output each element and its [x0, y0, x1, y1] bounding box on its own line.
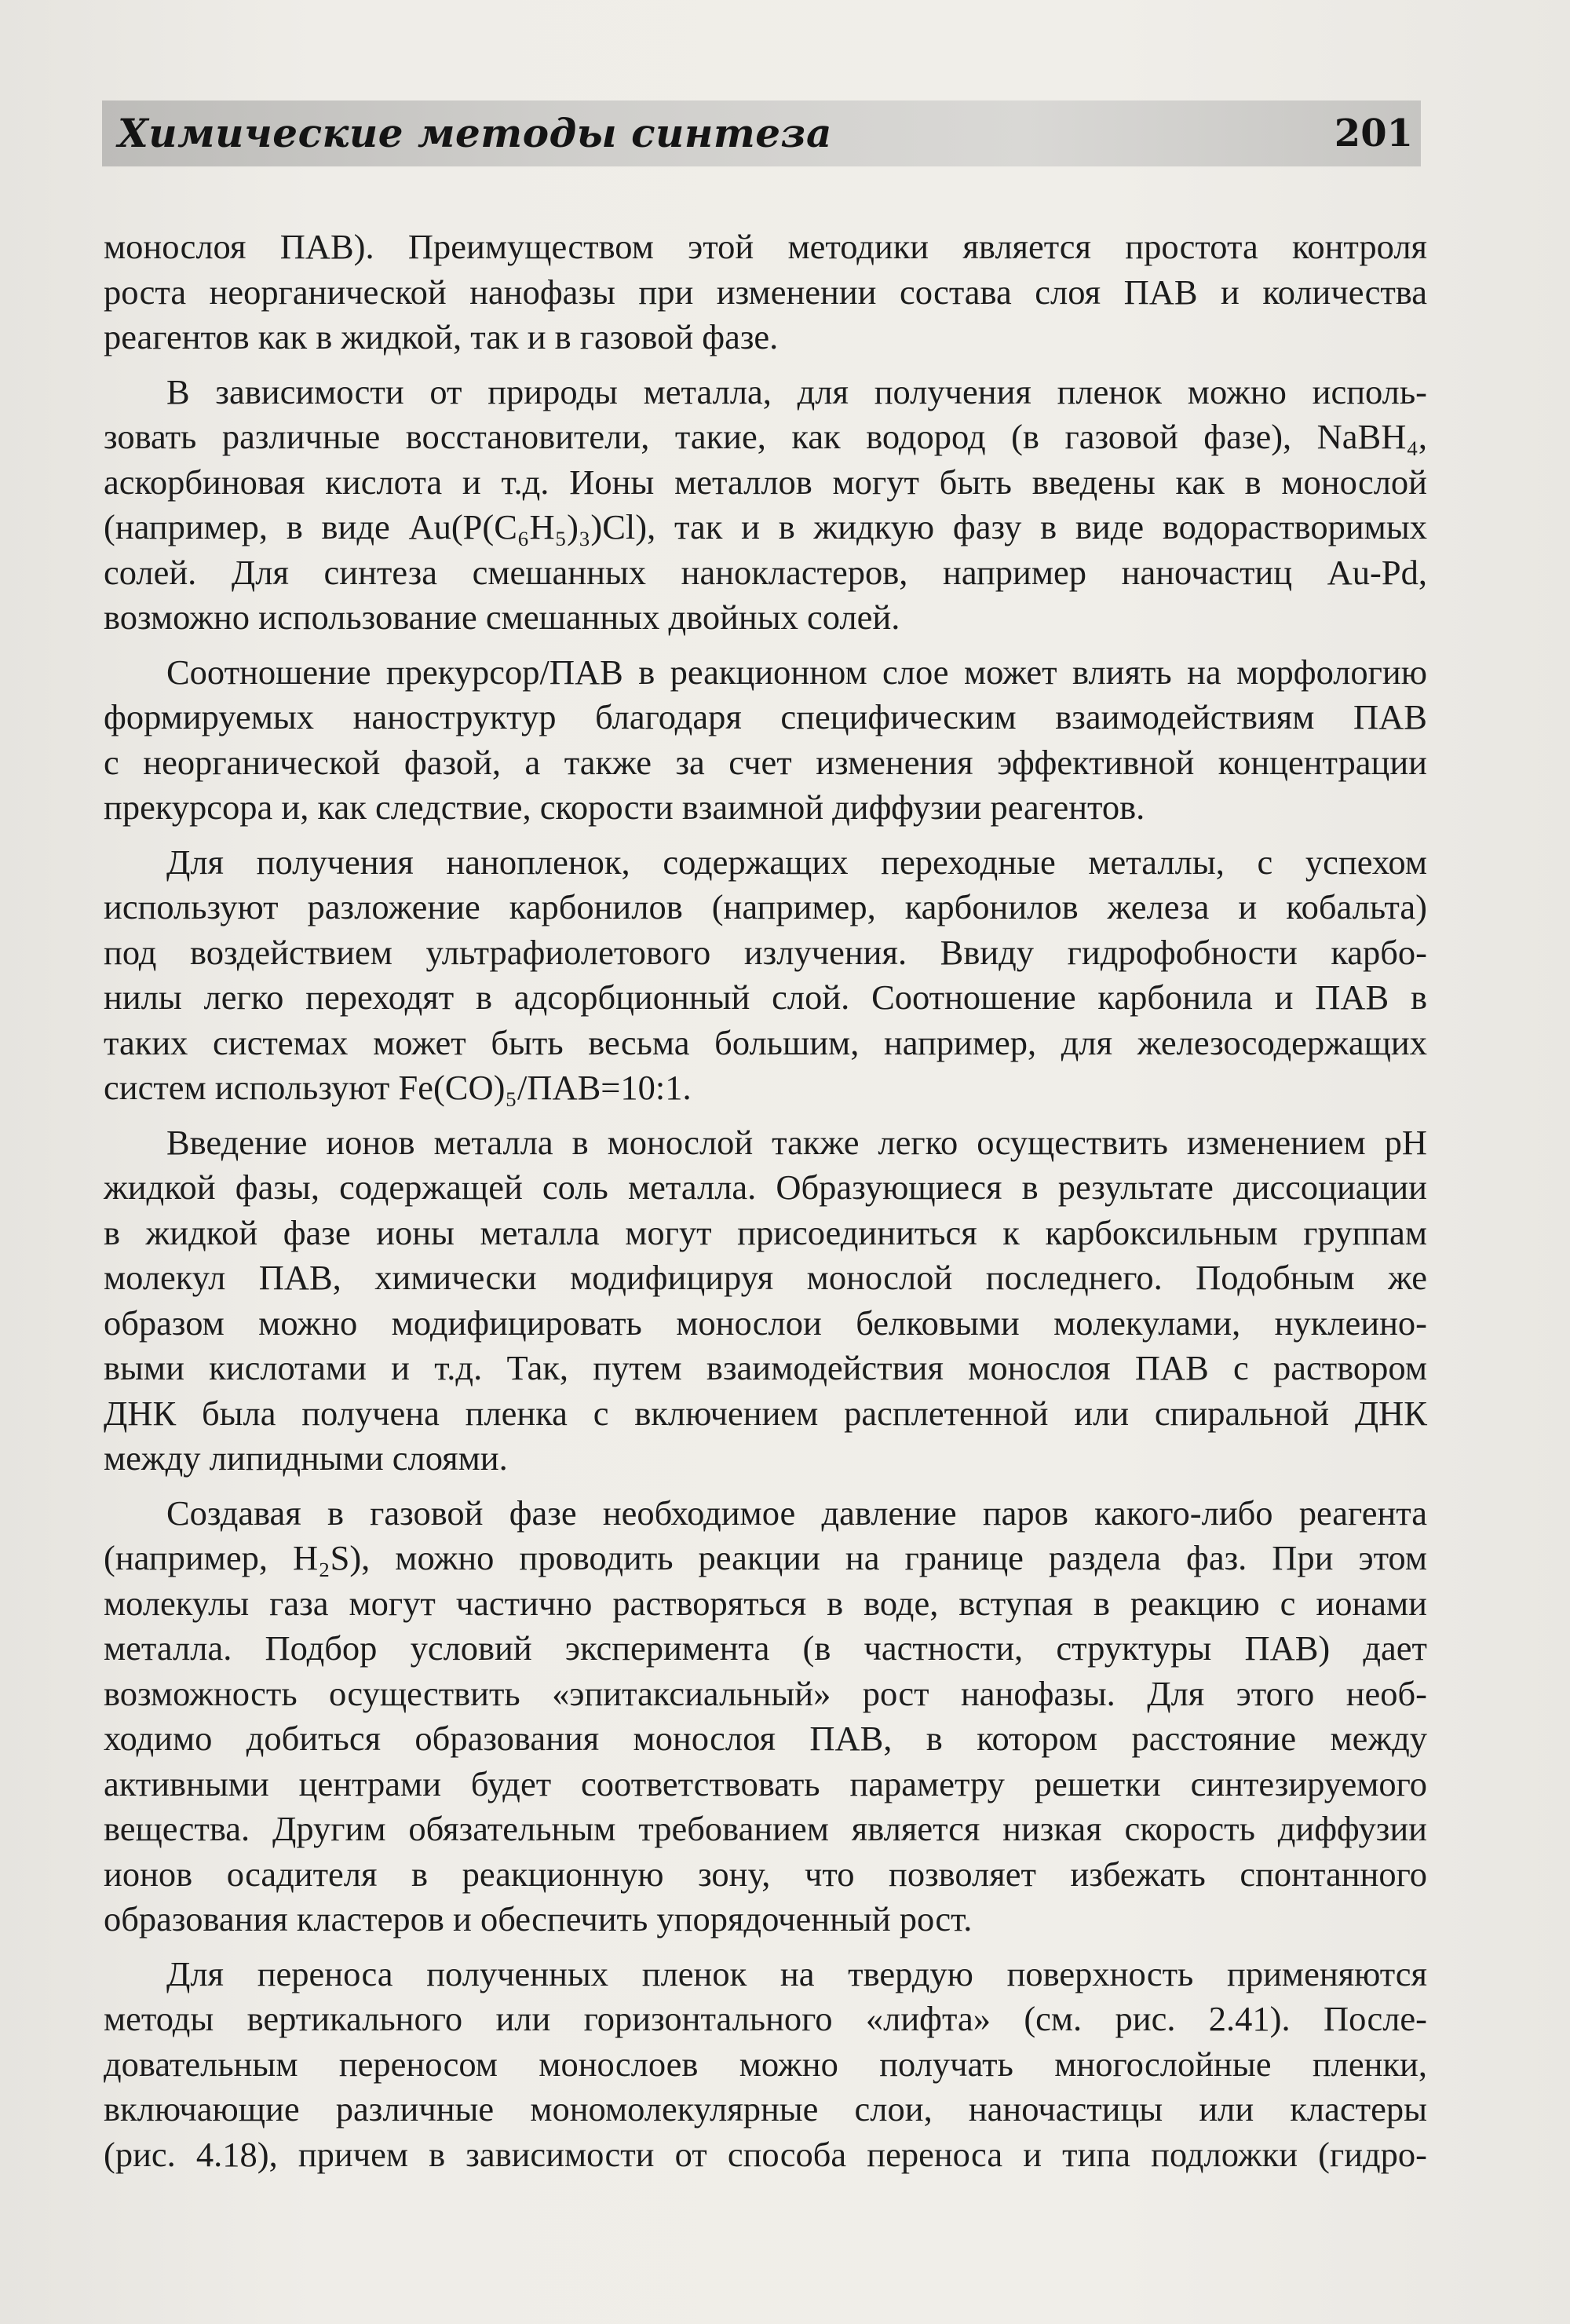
- text-line: Для получения нанопленок, содержащих переходные металлы, с успехом: [166, 842, 1427, 882]
- text-line: под воздействием ультрафиолетового излучения. Ввиду гидрофобности карбо-: [104, 932, 1427, 972]
- text-line: молекул ПАВ, химически модифицируя монослой последнего. Подобным же: [104, 1258, 1427, 1297]
- text-line: реагентов как в жидкой, так и в газовой фазе.: [104, 317, 779, 356]
- text-line: зовать различные восстановители, такие, как водород (в газовой фазе), NaBH₄,: [104, 417, 1427, 456]
- text-line: прекурсора и, как следствие, скорости взаимной диффузии реагентов.: [104, 787, 1145, 827]
- text-line: выми кислотами и т.д. Так, путем взаимодействия монослоя ПАВ с раствором: [104, 1348, 1427, 1387]
- text-line: методы вертикального или горизонтального «лифта» (см. рис. 2.41). После-: [104, 1999, 1427, 2038]
- paragraph: [104, 1952, 1427, 2178]
- text-line: активными центрами будет соответствовать параметру решетки синтезируемого: [104, 1763, 1427, 1803]
- text-line: возможность осуществить «эпитаксиальный» рост нанофазы. Для этого необ-: [104, 1673, 1427, 1713]
- text-line: вещества. Другим обязательным требованием является низкая скорость диффузии: [104, 1809, 1427, 1848]
- text-line: жидкой фазы, содержащей соль металла. Образующиеся в результате диссоциации: [104, 1167, 1427, 1207]
- text-line: ходимо добиться образования монослоя ПАВ, в котором расстояние между: [104, 1719, 1427, 1758]
- text-line: систем используют Fe(CO)₅/ПАВ=10:1.: [104, 1068, 692, 1107]
- text-line: таких системах может быть весьма большим, например, для железосодержащих: [104, 1022, 1427, 1062]
- text-line: Создавая в газовой фазе необходимое давление паров какого-либо реагента: [166, 1493, 1427, 1533]
- text-line: в жидкой фазе ионы металла могут присоединиться к карбоксильным группам: [104, 1212, 1427, 1252]
- text-line: довательным переносом монослоев можно получать многослойные пленки,: [104, 2044, 1427, 2084]
- text-line: (рис. 4.18), причем в зависимости от способа переноса и типа подложки (гидро-: [104, 2134, 1427, 2174]
- text-line: монослоя ПАВ). Преимуществом этой методики является простота контроля: [104, 227, 1427, 266]
- text-line: металла. Подбор условий эксперимента (в частности, структуры ПАВ) дает: [104, 1628, 1427, 1668]
- text-line: образом можно модифицировать монослои белковыми молекулами, нуклеино-: [104, 1303, 1427, 1343]
- text-line: аскорбиновая кислота и т.д. Ионы металлов могут быть введены как в монослой: [104, 462, 1427, 502]
- running-header-title: Химические методы синтеза: [118, 110, 832, 156]
- text-line: (например, H₂S), можно проводить реакции на границе раздела фаз. При этом: [104, 1538, 1427, 1577]
- text-line: нилы легко переходят в адсорбционный слой. Соотношение карбонила и ПАВ в: [104, 977, 1427, 1017]
- text-line: с неорганической фазой, а также за счет изменения эффективной концентрации: [104, 742, 1427, 782]
- paragraph: [104, 370, 1427, 641]
- text-line: ионов осадителя в реакционную зону, что позволяет избежать спонтанного: [104, 1854, 1427, 1894]
- text-line: солей. Для синтеза смешанных нанокластеров, например наночастиц Au-Pd,: [104, 552, 1427, 592]
- text-line: между липидными слоями.: [104, 1438, 508, 1478]
- text-line: Введение ионов металла в монослой также легко осуществить изменением pH: [166, 1122, 1427, 1162]
- text-line: молекулы газа могут частично растворяться в воде, вступая в реакцию с ионами: [104, 1583, 1427, 1623]
- text-line: роста неорганической нанофазы при изменении состава слоя ПАВ и количества: [104, 272, 1427, 312]
- text-line: используют разложение карбонилов (например, карбонилов железа и кобальта): [104, 887, 1427, 926]
- paragraph: [104, 1120, 1427, 1482]
- paragraph: [104, 1491, 1427, 1942]
- text-line: Соотношение прекурсор/ПАВ в реакционном слое может влиять на морфологию: [166, 652, 1427, 692]
- text-line: ДНК была получена пленка с включением расплетенной или спиральной ДНК: [104, 1393, 1427, 1433]
- paragraph: [104, 840, 1427, 1111]
- body-text: [104, 225, 1427, 2187]
- text-line: (например, в виде Au(P(C₆H₅)₃)Cl), так и в жидкую фазу в виде водорастворимых: [104, 507, 1427, 546]
- page-number: 201: [1334, 111, 1413, 155]
- text-line: формируемых наноструктур благодаря специфическим взаимодействиям ПАВ: [104, 697, 1427, 736]
- text-line: образования кластеров и обеспечить упорядоченный рост.: [104, 1899, 973, 1938]
- text-line: Для переноса полученных пленок на твердую поверхность применяются: [166, 1953, 1427, 1993]
- text-line: В зависимости от природы металла, для получения пленок можно исполь-: [166, 371, 1427, 411]
- paragraph: [104, 650, 1427, 831]
- text-line: включающие различные мономолекулярные слои, наночастицы или кластеры: [104, 2089, 1427, 2129]
- text-line: возможно использование смешанных двойных солей.: [104, 597, 900, 637]
- paragraph: [104, 225, 1427, 360]
